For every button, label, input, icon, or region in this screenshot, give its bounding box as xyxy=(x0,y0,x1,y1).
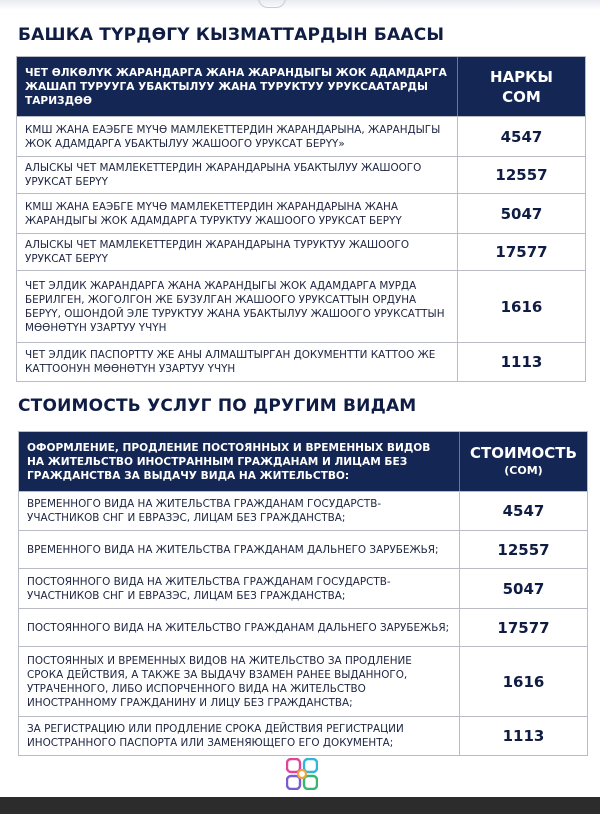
table-row xyxy=(17,343,585,381)
row-price: 5047 xyxy=(500,204,543,223)
colorful-knot-logo-icon xyxy=(286,758,318,790)
row-price: 4547 xyxy=(502,502,545,520)
row-price: 17577 xyxy=(497,618,550,637)
row-price: 1113 xyxy=(502,727,545,745)
row-price: 12557 xyxy=(497,540,550,559)
row-description: КМШ ЖАНА ЕАЭБГЕ МҮЧӨ МАМЛЕКЕТТЕРДИН ЖАРАНДАРЫНА ЖАНА ЖАРАНДЫГЫ ЖОК АДАМДАРГА ТУРУКТУУ ЖАШООГО УРУКСАТ БЕРҮҮ xyxy=(17,194,458,233)
row-description: ЧЕТ ЭЛДИК ЖАРАНДАРГА ЖАНА ЖАРАНДЫГЫ ЖОК АДАМДАРГА МУРДА БЕРИЛГЕН, ЖОГОЛГОН ЖЕ БУЗУЛГАН ЖАШООГО УРУКСАТТЫН ОРДУНА БЕРҮҮ, ОШОНДОЙ ЭЛЕ ТУРУКТУУ ЖАНА УБАКТЫЛУУ ЖАШООГО УРУКСАТТЫН МӨӨНӨТҮН УЗАРТУУ ҮЧҮН xyxy=(17,271,458,342)
table-row xyxy=(19,569,587,609)
header-price xyxy=(458,57,585,116)
bottom-bar xyxy=(0,797,600,814)
header-description: ОФОРМЛЕНИЕ, ПРОДЛЕНИЕ ПОСТОЯННЫХ И ВРЕМЕННЫХ ВИДОВ НА ЖИТЕЛЬСТВО ИНОСТРАННЫМ ГРАЖДАНАМ И ЛИЦАМ БЕЗ ГРАЖДАНСТВА ЗА ВЫДАЧУ ВИДА НА ЖИТЕЛЬСТВО: xyxy=(19,432,460,491)
row-description: ВРЕМЕННОГО ВИДА НА ЖИТЕЛЬСТВА ГРАЖДАНАМ ГОСУДАРСТВ-УЧАСТНИКОВ СНГ И ЕВРАЗЭС, ЛИЦАМ БЕЗ ГРАЖДАНСТВА; xyxy=(19,492,460,530)
price-table-ky xyxy=(16,56,586,382)
header-price-label: НАРКЫ xyxy=(490,67,553,86)
row-description: ВРЕМЕННОГО ВИДА НА ЖИТЕЛЬСТВА ГРАЖДАНАМ ДАЛЬНЕГО ЗАРУБЕЖЬЯ; xyxy=(19,531,460,568)
row-description: КМШ ЖАНА ЕАЭБГЕ МҮЧӨ МАМЛЕКЕТТЕРДИН ЖАРАНДАРЫНА, ЖАРАНДЫГЫ ЖОК АДАМДАРГА УБАКТЫЛУУ ЖАШООГО УРУКСАТ БЕРҮҮ» xyxy=(17,117,458,156)
header-price-label: СТОИМОСТЬ xyxy=(470,444,577,462)
section-title-ru: СТОИМОСТЬ УСЛУГ ПО ДРУГИМ ВИДАМ xyxy=(18,396,417,416)
row-price: 1616 xyxy=(500,297,543,316)
table-row xyxy=(19,717,587,755)
row-description: АЛЫСКЫ ЧЕТ МАМЛЕКЕТТЕРДИН ЖАРАНДАРЫНА ТУРУКТУУ ЖАШООГО УРУКСАТ БЕРҮҮ xyxy=(17,234,458,270)
table-row xyxy=(19,609,587,647)
row-description: ЗА РЕГИСТРАЦИЮ ИЛИ ПРОДЛЕНИЕ СРОКА ДЕЙСТВИЯ РЕГИСТРАЦИИ ИНОСТРАННОГО ПАСПОРТА ИЛИ ЗАМЕНЯЮЩЕГО ЕГО ДОКУМЕНТА; xyxy=(19,717,460,755)
row-price: 4547 xyxy=(500,127,543,146)
table-row xyxy=(17,271,585,343)
table-row xyxy=(19,531,587,569)
row-price: 1616 xyxy=(502,672,545,691)
row-price: 5047 xyxy=(502,579,545,598)
table-header xyxy=(19,432,587,492)
row-description: ПОСТОЯННЫХ И ВРЕМЕННЫХ ВИДОВ НА ЖИТЕЛЬСТВО ЗА ПРОДЛЕНИЕ СРОКА ДЕЙСТВИЯ, А ТАКЖЕ ЗА ВЫДАЧУ ВЗАМЕН РАНЕЕ ВЫДАННОГО, УТРАЧЕННОГО, ЛИБО ИСПОРЧЕННОГО ВИДА НА ЖИТЕЛЬСТВО ИНОСТРАННОМУ ГРАЖДАНИНУ И ЛИЦУ БЕЗ ГРАЖДАНСТВА; xyxy=(19,647,460,716)
row-description: АЛЫСКЫ ЧЕТ МАМЛЕКЕТТЕРДИН ЖАРАНДАРЫНА УБАКТЫЛУУ ЖАШООГО УРУКСАТ БЕРҮҮ xyxy=(17,157,458,193)
price-table-ru xyxy=(18,431,588,756)
top-fade xyxy=(0,0,600,10)
header-description: ЧЕТ ӨЛКӨЛҮК ЖАРАНДАРГА ЖАНА ЖАРАНДЫГЫ ЖОК АДАМДАРГА ЖАШАП ТУРУУГА УБАКТЫЛУУ ЖАНА ТУРУКТУУ УРУКСААТАРДЫ ТАРИЗДӨӨ xyxy=(17,57,458,116)
row-price: 12557 xyxy=(495,166,548,184)
header-price xyxy=(460,432,587,491)
row-price: 1113 xyxy=(500,353,543,371)
row-description: ПОСТОЯННОГО ВИДА НА ЖИТЕЛЬСТВО ГРАЖДАНАМ ДАЛЬНЕГО ЗАРУБЕЖЬЯ; xyxy=(19,609,460,646)
row-description: ПОСТОЯННОГО ВИДА НА ЖИТЕЛЬСТВА ГРАЖДАНАМ ГОСУДАРСТВ-УЧАСТНИКОВ СНГ И ЕВРАЗЭС, ЛИЦАМ БЕЗ ГРАЖДАНСТВА; xyxy=(19,569,460,608)
row-description: ЧЕТ ЭЛДИК ПАСПОРТТУ ЖЕ АНЫ АЛМАШТЫРГАН ДОКУМЕНТТИ КАТТОО ЖЕ КАТТООНУН МӨӨНӨТҮН УЗАРТУУ ҮЧҮН xyxy=(17,343,458,381)
table-row xyxy=(17,117,585,157)
header-price-unit: (СОМ) xyxy=(504,464,543,477)
table-row xyxy=(17,157,585,194)
section-title-ky: БАШКА ТҮРДӨГҮ КЫЗМАТТАРДЫН БААСЫ xyxy=(18,25,445,45)
header-price-unit: СОМ xyxy=(502,87,541,106)
table-row xyxy=(19,647,587,717)
table-row xyxy=(19,492,587,531)
row-price: 17577 xyxy=(495,243,548,261)
table-row xyxy=(17,194,585,234)
table-header xyxy=(17,57,585,117)
table-row xyxy=(17,234,585,271)
